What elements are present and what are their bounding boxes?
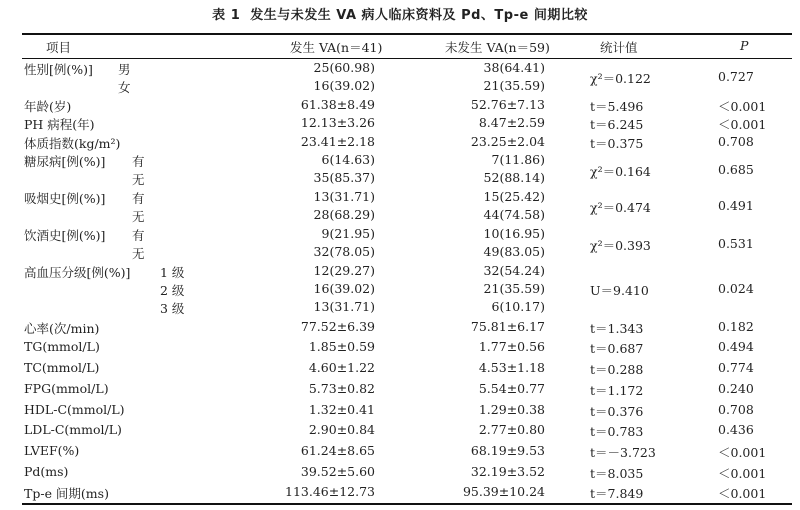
cell-statistic: t＝0.375 <box>590 136 644 151</box>
cell-no-va: 5.54±0.77 <box>478 381 545 396</box>
cell-statistic: t＝0.783 <box>590 424 644 439</box>
cell-statistic: t＝5.496 <box>590 99 644 114</box>
row-label: FPG(mmol/L) <box>24 381 109 396</box>
cell-no-va: 52.76±7.13 <box>470 97 545 112</box>
table-row <box>0 299 800 319</box>
table-caption: 发生与未发生 VA 病人临床资料及 Pd、Tp-e 间期比较 <box>250 8 588 23</box>
cell-va: 16(39.02) <box>313 78 375 93</box>
cell-statistic: t＝6.245 <box>590 117 644 132</box>
header-group-no-va: 未发生 VA(n＝59) <box>445 40 550 55</box>
cell-p-value: 0.436 <box>718 422 754 437</box>
cell-p-value: ＜0.001 <box>718 445 767 460</box>
cell-no-va: 44(74.58) <box>483 207 545 222</box>
cell-no-va: 49(83.05) <box>483 244 545 259</box>
cell-va: 25(60.98) <box>313 60 375 75</box>
cell-p-value: 0.491 <box>718 198 754 213</box>
cell-va: 61.24±8.65 <box>300 443 375 458</box>
bottom-rule <box>22 503 792 505</box>
cell-va: 13(31.71) <box>313 299 375 314</box>
cell-va: 28(68.29) <box>313 207 375 222</box>
cell-statistic: χ²＝0.164 <box>590 164 651 179</box>
table-row <box>0 281 800 301</box>
cell-p-value: 0.685 <box>718 162 754 177</box>
cell-no-va: 8.47±2.59 <box>478 115 545 130</box>
table-row <box>0 60 800 80</box>
cell-va: 1.85±0.59 <box>308 339 375 354</box>
cell-p-value: ＜0.001 <box>718 99 767 114</box>
cell-p-value: 0.708 <box>718 134 754 149</box>
cell-statistic: t＝8.035 <box>590 466 644 481</box>
cell-p-value: 0.531 <box>718 236 754 251</box>
table-row <box>0 189 800 209</box>
cell-va: 39.52±5.60 <box>300 464 375 479</box>
row-label: LVEF(%) <box>24 443 80 458</box>
row-sublabel: 无 <box>132 246 145 261</box>
cell-va: 23.41±2.18 <box>300 134 375 149</box>
cell-statistic: t＝0.687 <box>590 341 644 356</box>
table-row <box>0 263 800 283</box>
row-label: 吸烟史[例(%)] <box>24 191 106 206</box>
table-row <box>0 152 800 172</box>
cell-p-value: 0.182 <box>718 319 754 334</box>
table-row <box>0 207 800 227</box>
row-label: 糖尿病[例(%)] <box>24 154 106 169</box>
header-statistic: 统计值 <box>600 40 638 55</box>
cell-no-va: 21(35.59) <box>483 78 545 93</box>
table-row <box>0 115 800 135</box>
row-label: 高血压分级[例(%)] <box>24 265 131 280</box>
cell-va: 13(31.71) <box>313 189 375 204</box>
cell-no-va: 95.39±10.24 <box>462 484 545 499</box>
cell-va: 61.38±8.49 <box>300 97 375 112</box>
cell-va: 32(78.05) <box>313 244 375 259</box>
cell-p-value: 0.708 <box>718 402 754 417</box>
cell-p-value: 0.774 <box>718 360 754 375</box>
row-label: Pd(ms) <box>24 464 69 479</box>
cell-p-value: ＜0.001 <box>718 117 767 132</box>
cell-va: 9(21.95) <box>321 226 375 241</box>
cell-statistic: t＝0.376 <box>590 404 644 419</box>
cell-no-va: 68.19±9.53 <box>470 443 545 458</box>
header-p-value: P <box>740 38 749 53</box>
cell-p-value: 0.240 <box>718 381 754 396</box>
row-sublabel: 有 <box>132 154 145 169</box>
cell-statistic: χ²＝0.393 <box>590 238 651 253</box>
table-row <box>0 484 800 504</box>
cell-va: 113.46±12.73 <box>285 484 375 499</box>
cell-statistic: t＝1.343 <box>590 321 644 336</box>
header-item: 项目 <box>46 40 72 55</box>
cell-no-va: 23.25±2.04 <box>470 134 545 149</box>
cell-va: 12.13±3.26 <box>300 115 375 130</box>
cell-no-va: 10(16.95) <box>483 226 545 241</box>
cell-statistic: U＝9.410 <box>590 283 649 298</box>
table-row <box>0 464 800 484</box>
table-row <box>0 443 800 463</box>
table-row <box>0 170 800 190</box>
cell-va: 1.32±0.41 <box>308 402 375 417</box>
cell-va: 16(39.02) <box>313 281 375 296</box>
table-row <box>0 226 800 246</box>
table-row <box>0 339 800 359</box>
cell-va: 2.90±0.84 <box>308 422 375 437</box>
cell-no-va: 75.81±6.17 <box>470 319 545 334</box>
row-label: TG(mmol/L) <box>24 339 100 354</box>
cell-no-va: 4.53±1.18 <box>478 360 545 375</box>
cell-no-va: 21(35.59) <box>483 281 545 296</box>
cell-va: 77.52±6.39 <box>300 319 375 334</box>
row-label: TC(mmol/L) <box>24 360 100 375</box>
cell-va: 6(14.63) <box>321 152 375 167</box>
table-row <box>0 97 800 117</box>
row-sublabel: 男 <box>118 62 131 77</box>
row-sublabel: 有 <box>132 191 145 206</box>
table-row <box>0 134 800 154</box>
cell-p-value: 0.024 <box>718 281 754 296</box>
cell-va: 12(29.27) <box>313 263 375 278</box>
cell-va: 35(85.37) <box>313 170 375 185</box>
row-label: HDL-C(mmol/L) <box>24 402 125 417</box>
cell-statistic: t＝1.172 <box>590 383 644 398</box>
cell-no-va: 7(11.86) <box>491 152 545 167</box>
table-number: 表 1 <box>212 8 241 23</box>
table-row <box>0 360 800 380</box>
row-label: 饮酒史[例(%)] <box>24 228 106 243</box>
row-sublabel: 女 <box>118 80 131 95</box>
row-label: 性别[例(%)] <box>24 62 93 77</box>
row-label: 心率(次/min) <box>24 321 100 336</box>
row-sublabel: 无 <box>132 209 145 224</box>
cell-p-value: ＜0.001 <box>718 466 767 481</box>
row-sublabel: 2 级 <box>160 283 185 298</box>
cell-statistic: χ²＝0.474 <box>590 200 651 215</box>
row-label: PH 病程(年) <box>24 117 95 132</box>
cell-no-va: 32(54.24) <box>483 263 545 278</box>
row-sublabel: 3 级 <box>160 301 185 316</box>
table-row <box>0 381 800 401</box>
cell-no-va: 1.29±0.38 <box>478 402 545 417</box>
header-group-va: 发生 VA(n＝41) <box>290 40 383 55</box>
header-rule <box>22 58 792 59</box>
row-label: Tp-e 间期(ms) <box>24 486 109 501</box>
row-label: 年龄(岁) <box>24 99 72 114</box>
table-title <box>0 4 800 23</box>
cell-statistic: χ²＝0.122 <box>590 71 651 86</box>
row-sublabel: 有 <box>132 228 145 243</box>
cell-p-value: 0.494 <box>718 339 754 354</box>
cell-va: 4.60±1.22 <box>308 360 375 375</box>
cell-no-va: 2.77±0.80 <box>478 422 545 437</box>
cell-no-va: 15(25.42) <box>483 189 545 204</box>
row-label: LDL-C(mmol/L) <box>24 422 122 437</box>
row-label: 体质指数(kg/m²) <box>24 136 121 151</box>
table-row <box>0 78 800 98</box>
row-sublabel: 无 <box>132 172 145 187</box>
cell-no-va: 1.77±0.56 <box>478 339 545 354</box>
cell-va: 5.73±0.82 <box>308 381 375 396</box>
cell-p-value: 0.727 <box>718 69 754 84</box>
cell-p-value: ＜0.001 <box>718 486 767 501</box>
cell-no-va: 52(88.14) <box>483 170 545 185</box>
cell-statistic: t＝7.849 <box>590 486 644 501</box>
table-row <box>0 422 800 442</box>
table-row <box>0 244 800 264</box>
cell-statistic: t＝0.288 <box>590 362 644 377</box>
cell-statistic: t＝－3.723 <box>590 445 656 460</box>
table-row <box>0 402 800 422</box>
cell-no-va: 38(64.41) <box>483 60 545 75</box>
top-rule <box>22 33 792 35</box>
cell-no-va: 32.19±3.52 <box>470 464 545 479</box>
cell-no-va: 6(10.17) <box>491 299 545 314</box>
row-sublabel: 1 级 <box>160 265 185 280</box>
table-row <box>0 319 800 339</box>
